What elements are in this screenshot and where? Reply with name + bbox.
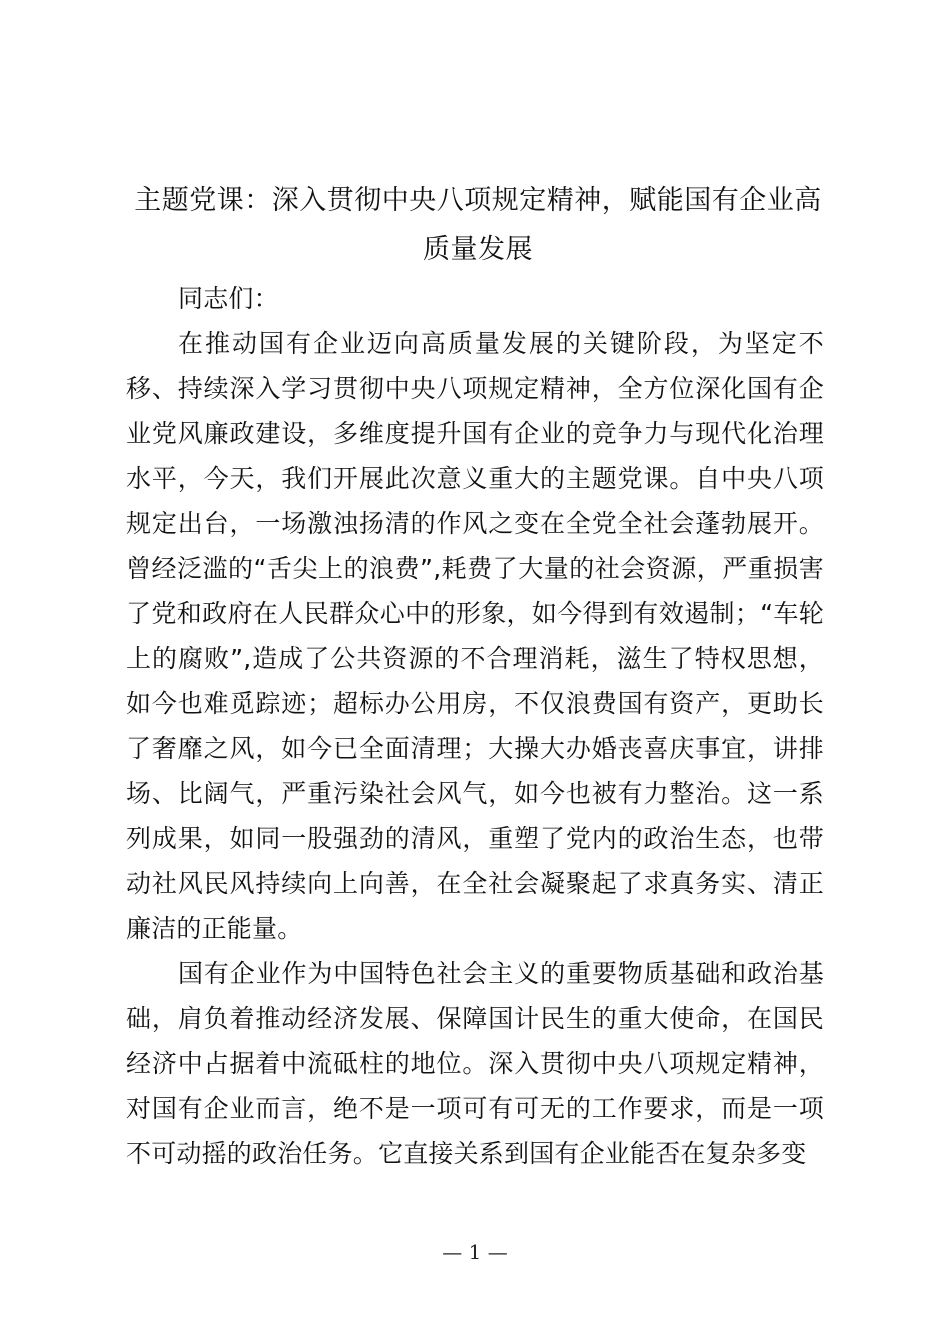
page-number: — 1 —	[442, 1240, 508, 1264]
salutation: 同志们：	[178, 284, 279, 313]
document-body	[126, 276, 824, 1176]
paragraph-2: 国有企业作为中国特色社会主义的重要物质基础和政治基础，肩负着推动经济发展、保障国计民生的重大使命，在国民经济中占据着中流砥柱的地位。深入贯彻中央八项规定精神，对国有企业而言，绝不是一项可有可无的工作要求，而是一项不可动摇的政治任务。它直接关系到国有企业能否在复杂多变	[126, 959, 824, 1168]
paragraph-1: 在推动国有企业迈向高质量发展的关键阶段，为坚定不移、持续深入学习贯彻中央八项规定精神，全方位深化国有企业党风廉政建设，多维度提升国有企业的竞争力与现代化治理水平，今天，我们开展此次意义重大的主题党课。自中央八项规定出台，一场激浊扬清的作风之变在全党全社会蓬勃展开。曾经泛滥的“舌尖上的浪费”,耗费了大量的社会资源，严重损害了党和政府在人民群众心中的形象，如今得到有效遏制；“车轮上的腐败”,造成了公共资源的不合理消耗，滋生了特权思想，如今也难觅踪迹；超标办公用房，不仅浪费国有资产，更助长了奢靡之风，如今已全面清理；大操大办婚丧喜庆事宜，讲排场、比阔气，严重污染社会风气，如今也被有力整治。这一系列成果，如同一股强劲的清风，重塑了党内的政治生态，也带动社风民风持续向上向善，在全社会凝聚起了求真务实、清正廉洁的正能量。	[126, 329, 824, 943]
document-title: 主题党课：深入贯彻中央八项规定精神，赋能国有企业高质量发展	[134, 185, 822, 265]
